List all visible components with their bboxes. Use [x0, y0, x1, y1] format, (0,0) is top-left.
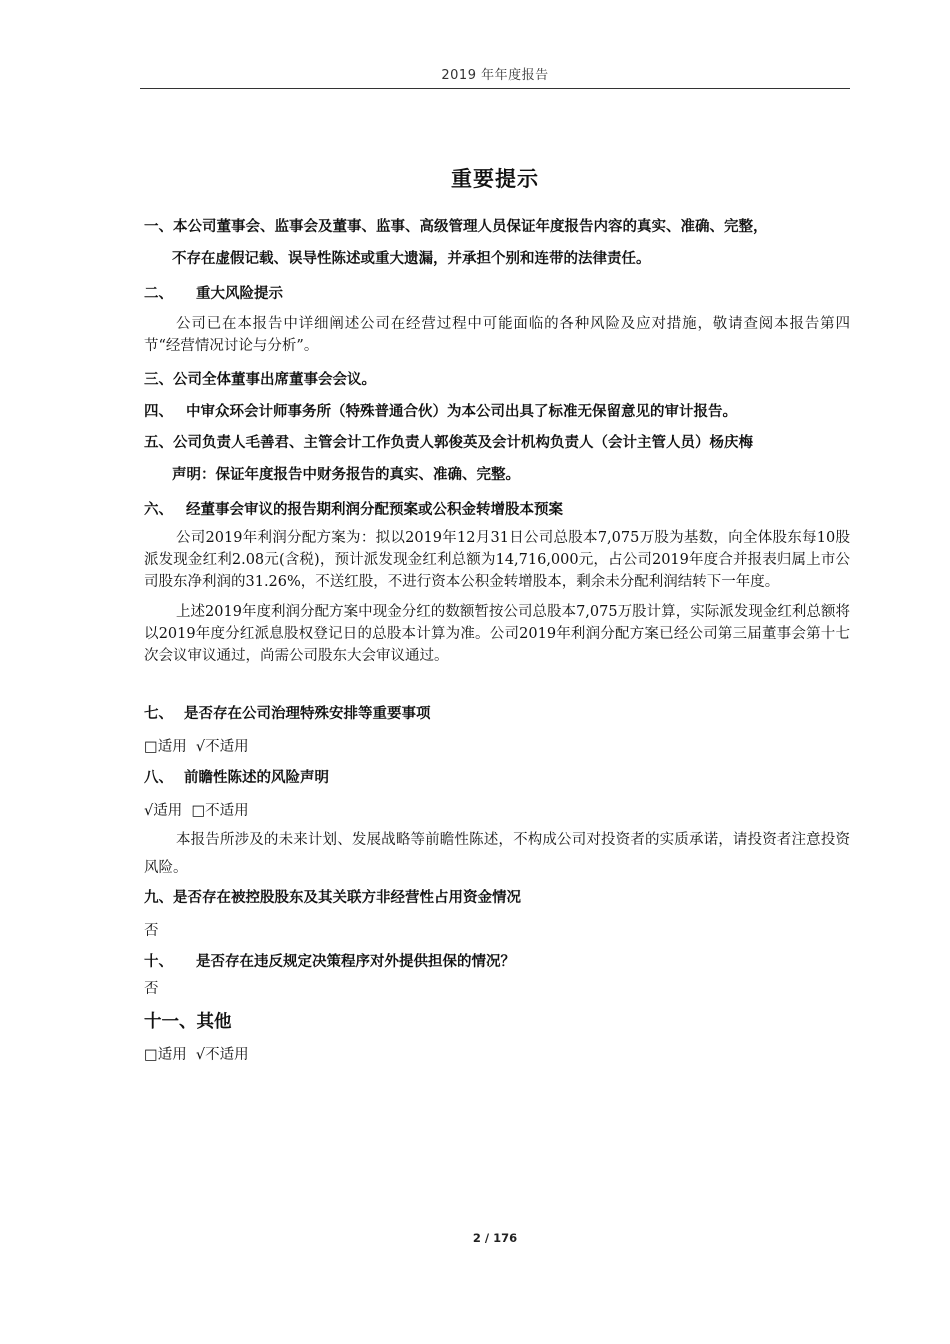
section-10-answer: 否: [144, 981, 159, 997]
section-4-text: 中审众环会计师事务所（特殊普通合伙）为本公司出具了标准无保留意见的审计报告。: [186, 404, 737, 420]
section-6-body-2: 上述2019年度利润分配方案中现金分红的数额暂按公司总股本7,075万股计算，实际派发现金红利总额将以2019年度分红派息股权登记日的总股本计算为准。公司2019年利润分配方案已经公司第三届董事会第十七次会议审议通过，尚需公司股东大会审议通过。: [144, 604, 850, 664]
section-8-choice-applicable: √适用: [144, 803, 183, 819]
section-7-number: 七、: [144, 706, 173, 722]
section-8-body: 本报告所涉及的未来计划、发展战略等前瞻性陈述，不构成公司对投资者的实质承诺，请投资者注意投资风险。: [144, 832, 850, 876]
section-8-text: 前瞻性陈述的风险声明: [184, 770, 329, 786]
section-10-number: 十、: [144, 954, 173, 970]
section-3-text: 公司全体董事出席董事会会议。: [173, 372, 376, 388]
section-10: [144, 950, 850, 998]
section-6-body-1: 公司2019年利润分配方案为：拟以2019年12月31日公司总股本7,075万股为基数，向全体股东每10股派发现金红利2.08元(含税)，预计派发现金红利总额为14,716,000元，占公司2019年度合并报表归属上市公司股东净利润的31.26%，不送红股，不进行资本公积金转增股本，剩余未分配利润结转下一年度。: [144, 530, 850, 590]
section-11-choice-applicable: □适用: [144, 1047, 187, 1063]
section-5-continuation: 声明：保证年度报告中财务报告的真实、准确、完整。: [172, 467, 520, 483]
report-header: 2019 年年度报告: [441, 68, 549, 83]
section-3-number: 三、: [144, 372, 173, 388]
section-2: [144, 282, 850, 357]
section-1-number: 一、: [144, 219, 173, 235]
section-8-choice-not-applicable: □不适用: [191, 803, 249, 819]
section-9-answer: 否: [144, 923, 159, 939]
section-4-number: 四、: [144, 404, 173, 420]
section-9-text: 是否存在被控股股东及其关联方非经营性占用资金情况: [173, 890, 521, 906]
section-11-choice-not-applicable: √不适用: [195, 1047, 249, 1063]
section-4: [144, 400, 737, 421]
section-7-text: 是否存在公司治理特殊安排等重要事项: [184, 706, 431, 722]
section-2-text: 重大风险提示: [196, 286, 283, 302]
section-1-continuation: 不存在虚假记载、误导性陈述或重大遗漏，并承担个别和连带的法律责任。: [172, 251, 651, 267]
section-6-number: 六、: [144, 502, 173, 518]
section-5: [144, 432, 850, 486]
section-7: [144, 702, 850, 756]
header-divider: [140, 88, 850, 89]
section-7-choice-not-applicable: √不适用: [195, 739, 249, 755]
section-1-text: 本公司董事会、监事会及董事、监事、高级管理人员保证年度报告内容的真实、准确、完整，: [173, 219, 768, 235]
page-title: 重要提示: [451, 167, 539, 191]
section-5-text: 公司负责人毛善君、主管会计工作负责人郭俊英及会计机构负责人（会计主管人员）杨庆梅: [173, 435, 753, 451]
section-6-text: 经董事会审议的报告期利润分配预案或公积金转增股本预案: [186, 502, 563, 518]
section-3: [144, 368, 376, 389]
section-8: [144, 766, 850, 882]
section-5-number: 五、: [144, 435, 173, 451]
section-8-number: 八、: [144, 770, 173, 786]
section-6: [144, 498, 850, 667]
section-11-number: 十一、: [144, 1012, 197, 1032]
section-2-number: 二、: [144, 286, 173, 302]
section-2-body: 公司已在本报告中详细阐述公司在经营过程中可能面临的各种风险及应对措施，敬请查阅本报告第四节“经营情况讨论与分析”。: [144, 316, 850, 354]
section-1: [144, 216, 850, 270]
section-7-choice-applicable: □适用: [144, 739, 187, 755]
section-9-number: 九、: [144, 890, 173, 906]
page-number: 2 / 176: [472, 1231, 518, 1245]
section-10-text: 是否存在违反规定决策程序对外提供担保的情况？: [196, 954, 515, 970]
section-11: [144, 1008, 850, 1064]
section-11-text: 其他: [196, 1012, 232, 1032]
section-9: [144, 886, 850, 940]
